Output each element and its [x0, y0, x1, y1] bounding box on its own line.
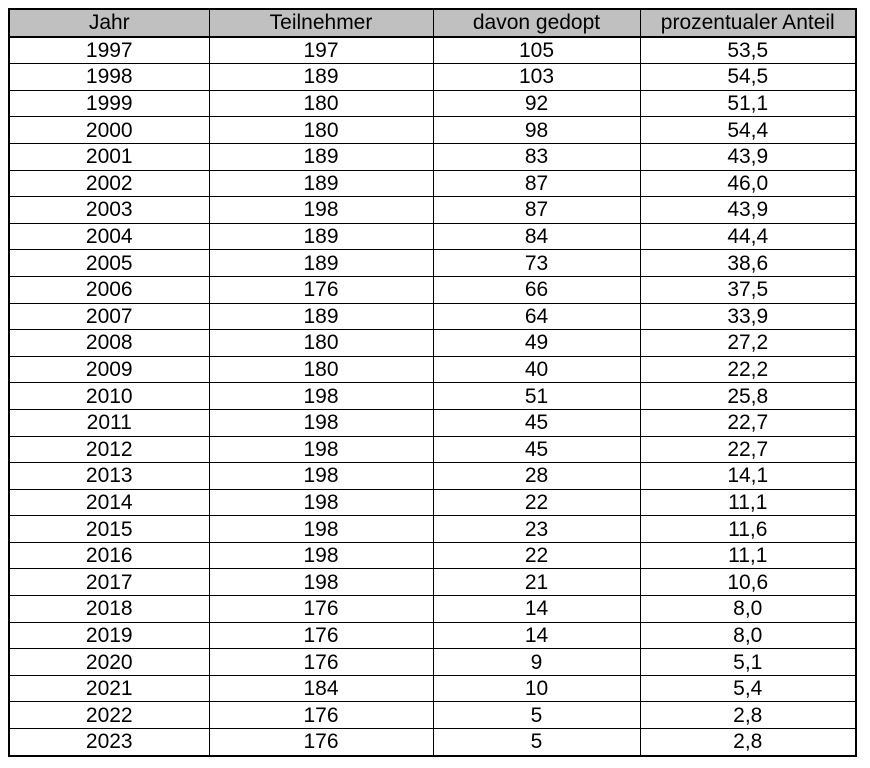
- cell-teilnehmer: 189: [209, 303, 433, 330]
- cell-davon-gedopt: 22: [433, 489, 640, 516]
- cell-jahr: 2006: [9, 276, 209, 303]
- cell-davon-gedopt: 14: [433, 596, 640, 623]
- cell-teilnehmer: 180: [209, 90, 433, 117]
- cell-jahr: 2018: [9, 596, 209, 623]
- cell-davon-gedopt: 87: [433, 170, 640, 197]
- table-row: [9, 90, 856, 117]
- table-row: [9, 542, 856, 569]
- cell-davon-gedopt: 9: [433, 649, 640, 676]
- cell-jahr: 2004: [9, 223, 209, 250]
- cell-prozentualer-anteil: 25,8: [640, 383, 856, 410]
- cell-teilnehmer: 189: [209, 250, 433, 277]
- cell-davon-gedopt: 105: [433, 37, 640, 64]
- header-row: [9, 9, 856, 37]
- cell-jahr: 2007: [9, 303, 209, 330]
- cell-davon-gedopt: 10: [433, 675, 640, 702]
- cell-teilnehmer: 180: [209, 117, 433, 144]
- table-row: [9, 37, 856, 64]
- cell-prozentualer-anteil: 38,6: [640, 250, 856, 277]
- table-row: [9, 223, 856, 250]
- cell-jahr: 2023: [9, 729, 209, 756]
- cell-jahr: 2017: [9, 569, 209, 596]
- cell-davon-gedopt: 66: [433, 276, 640, 303]
- cell-davon-gedopt: 64: [433, 303, 640, 330]
- cell-jahr: 2001: [9, 143, 209, 170]
- cell-jahr: 2013: [9, 463, 209, 490]
- cell-davon-gedopt: 40: [433, 356, 640, 383]
- cell-prozentualer-anteil: 8,0: [640, 622, 856, 649]
- cell-teilnehmer: 180: [209, 330, 433, 357]
- cell-teilnehmer: 189: [209, 64, 433, 91]
- cell-teilnehmer: 198: [209, 489, 433, 516]
- header-prozentualer-anteil: prozentualer Anteil: [640, 9, 856, 37]
- header-jahr: Jahr: [9, 9, 209, 37]
- table-row: [9, 64, 856, 91]
- cell-prozentualer-anteil: 46,0: [640, 170, 856, 197]
- cell-teilnehmer: 176: [209, 596, 433, 623]
- cell-jahr: 1997: [9, 37, 209, 64]
- cell-prozentualer-anteil: 22,7: [640, 436, 856, 463]
- cell-jahr: 2015: [9, 516, 209, 543]
- table-row: [9, 596, 856, 623]
- cell-prozentualer-anteil: 22,7: [640, 409, 856, 436]
- cell-prozentualer-anteil: 33,9: [640, 303, 856, 330]
- cell-prozentualer-anteil: 51,1: [640, 90, 856, 117]
- cell-prozentualer-anteil: 37,5: [640, 276, 856, 303]
- table-row: [9, 622, 856, 649]
- cell-prozentualer-anteil: 11,1: [640, 489, 856, 516]
- table-row: [9, 569, 856, 596]
- cell-teilnehmer: 197: [209, 37, 433, 64]
- cell-davon-gedopt: 73: [433, 250, 640, 277]
- cell-jahr: 2014: [9, 489, 209, 516]
- cell-jahr: 1999: [9, 90, 209, 117]
- cell-teilnehmer: 176: [209, 649, 433, 676]
- cell-prozentualer-anteil: 2,8: [640, 729, 856, 756]
- cell-prozentualer-anteil: 22,2: [640, 356, 856, 383]
- cell-teilnehmer: 176: [209, 622, 433, 649]
- cell-prozentualer-anteil: 54,4: [640, 117, 856, 144]
- table-row: [9, 170, 856, 197]
- table-row: [9, 250, 856, 277]
- cell-davon-gedopt: 51: [433, 383, 640, 410]
- cell-davon-gedopt: 28: [433, 463, 640, 490]
- cell-prozentualer-anteil: 8,0: [640, 596, 856, 623]
- table-row: [9, 117, 856, 144]
- table-row: [9, 330, 856, 357]
- cell-davon-gedopt: 87: [433, 197, 640, 224]
- cell-prozentualer-anteil: 5,4: [640, 675, 856, 702]
- cell-jahr: 2012: [9, 436, 209, 463]
- cell-davon-gedopt: 103: [433, 64, 640, 91]
- table-row: [9, 276, 856, 303]
- table-row: [9, 489, 856, 516]
- header-teilnehmer: Teilnehmer: [209, 9, 433, 37]
- table-row: [9, 436, 856, 463]
- cell-prozentualer-anteil: 5,1: [640, 649, 856, 676]
- cell-prozentualer-anteil: 44,4: [640, 223, 856, 250]
- cell-davon-gedopt: 92: [433, 90, 640, 117]
- cell-prozentualer-anteil: 14,1: [640, 463, 856, 490]
- cell-davon-gedopt: 23: [433, 516, 640, 543]
- cell-jahr: 2010: [9, 383, 209, 410]
- cell-jahr: 2002: [9, 170, 209, 197]
- cell-jahr: 2000: [9, 117, 209, 144]
- cell-davon-gedopt: 45: [433, 436, 640, 463]
- cell-jahr: 2019: [9, 622, 209, 649]
- table-row: [9, 463, 856, 490]
- cell-davon-gedopt: 5: [433, 729, 640, 756]
- cell-jahr: 2011: [9, 409, 209, 436]
- table-row: [9, 702, 856, 729]
- cell-davon-gedopt: 49: [433, 330, 640, 357]
- table-row: [9, 383, 856, 410]
- cell-jahr: 2005: [9, 250, 209, 277]
- cell-teilnehmer: 198: [209, 197, 433, 224]
- cell-prozentualer-anteil: 27,2: [640, 330, 856, 357]
- cell-jahr: 2020: [9, 649, 209, 676]
- cell-davon-gedopt: 83: [433, 143, 640, 170]
- table-row: [9, 303, 856, 330]
- cell-davon-gedopt: 5: [433, 702, 640, 729]
- table-row: [9, 675, 856, 702]
- header-davon-gedopt: davon gedopt: [433, 9, 640, 37]
- cell-teilnehmer: 198: [209, 569, 433, 596]
- cell-davon-gedopt: 22: [433, 542, 640, 569]
- cell-davon-gedopt: 98: [433, 117, 640, 144]
- cell-davon-gedopt: 84: [433, 223, 640, 250]
- table-row: [9, 197, 856, 224]
- cell-jahr: 1998: [9, 64, 209, 91]
- doping-statistics-table: [8, 8, 857, 757]
- cell-teilnehmer: 189: [209, 223, 433, 250]
- cell-teilnehmer: 176: [209, 729, 433, 756]
- cell-prozentualer-anteil: 11,1: [640, 542, 856, 569]
- cell-teilnehmer: 189: [209, 170, 433, 197]
- cell-teilnehmer: 184: [209, 675, 433, 702]
- cell-jahr: 2003: [9, 197, 209, 224]
- cell-jahr: 2021: [9, 675, 209, 702]
- cell-jahr: 2016: [9, 542, 209, 569]
- cell-teilnehmer: 198: [209, 463, 433, 490]
- cell-prozentualer-anteil: 11,6: [640, 516, 856, 543]
- cell-teilnehmer: 198: [209, 516, 433, 543]
- table-row: [9, 409, 856, 436]
- cell-teilnehmer: 198: [209, 383, 433, 410]
- cell-teilnehmer: 176: [209, 276, 433, 303]
- cell-jahr: 2008: [9, 330, 209, 357]
- table-row: [9, 729, 856, 756]
- cell-davon-gedopt: 14: [433, 622, 640, 649]
- table-row: [9, 356, 856, 383]
- cell-prozentualer-anteil: 10,6: [640, 569, 856, 596]
- cell-teilnehmer: 198: [209, 542, 433, 569]
- cell-davon-gedopt: 21: [433, 569, 640, 596]
- cell-teilnehmer: 189: [209, 143, 433, 170]
- cell-prozentualer-anteil: 54,5: [640, 64, 856, 91]
- table-row: [9, 143, 856, 170]
- table-row: [9, 649, 856, 676]
- cell-teilnehmer: 198: [209, 436, 433, 463]
- cell-prozentualer-anteil: 43,9: [640, 197, 856, 224]
- cell-teilnehmer: 180: [209, 356, 433, 383]
- cell-jahr: 2009: [9, 356, 209, 383]
- cell-teilnehmer: 176: [209, 702, 433, 729]
- cell-davon-gedopt: 45: [433, 409, 640, 436]
- table-row: [9, 516, 856, 543]
- table-body: [9, 37, 856, 756]
- cell-prozentualer-anteil: 43,9: [640, 143, 856, 170]
- cell-jahr: 2022: [9, 702, 209, 729]
- cell-prozentualer-anteil: 2,8: [640, 702, 856, 729]
- cell-teilnehmer: 198: [209, 409, 433, 436]
- cell-prozentualer-anteil: 53,5: [640, 37, 856, 64]
